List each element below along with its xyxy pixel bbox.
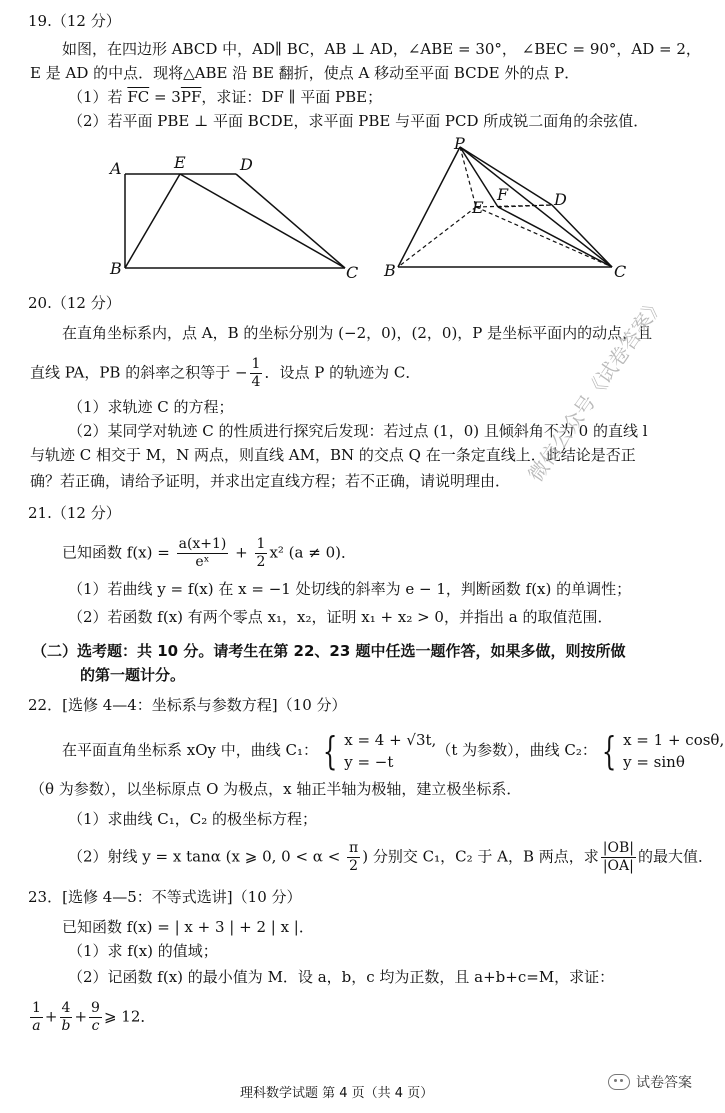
q21-part1: （1）若曲线 y = f(x) 在 x = −1 处切线的斜率为 e − 1，判断函数 f(x) 的单调性；	[68, 580, 632, 598]
wechat-icon	[608, 1074, 630, 1090]
q20-line2	[30, 356, 420, 391]
segment-eb	[125, 174, 180, 268]
q22-number: 22．[选修 4—4：坐标系与参数方程]（10 分）	[28, 696, 347, 714]
q21-func-plus: +	[230, 543, 253, 562]
q21-half-den: 2	[256, 554, 266, 570]
q20-part2-line3: 确？若正确，请给予证明，并求出定直线方程；若不正确，请说明理由．	[30, 472, 511, 490]
q21-part2: （2）若函数 f(x) 有两个零点 x₁，x₂，证明 x₁ + x₂ > 0，并指出 a 的取值范围．	[68, 608, 613, 626]
fig1-label-e: E	[174, 153, 186, 172]
watermark: 微信公众号《试卷答案》	[523, 292, 670, 487]
q23-frac-1a	[30, 1000, 43, 1035]
q21-func-a: 已知函数 f(x) =	[62, 543, 175, 562]
q21-fraction-main	[177, 536, 229, 571]
fig1-label-c: C	[346, 263, 359, 282]
q20-line2-a: 直线 PA，PB 的斜率之积等于 −	[30, 363, 248, 382]
segment-dc	[236, 174, 345, 268]
q22-line2: （θ 为参数），以坐标原点 O 为极点，x 轴正半轴为极轴，建立极坐标系．	[30, 780, 522, 798]
segment-fc	[498, 207, 612, 267]
q22-c1-brace: {	[322, 729, 338, 773]
q20-frac-den: 4	[251, 374, 261, 390]
q23-frac-4b-num: 4	[60, 1000, 73, 1018]
q21-fraction-half	[255, 536, 268, 571]
fig1-label-a: A	[110, 159, 122, 178]
page-footer: 理科数学试题 第 4 页（共 4 页）	[240, 1086, 434, 1101]
q23-frac-9c	[89, 1000, 102, 1035]
q19-part1-mid: = 3	[149, 88, 181, 106]
q20-part2-line2: 与轨迹 C 相交于 M，N 两点，则直线 AM，BN 的交点 Q 在一条定直线上．此结论是否正	[30, 446, 636, 464]
q19-part1-a: （1）若	[68, 88, 128, 106]
q22-c1-system	[344, 729, 436, 773]
q21-func-b: x² (a ≠ 0)．	[269, 543, 356, 562]
q22-c1-eq1: x = 4 + √3t,	[344, 731, 437, 749]
q22-ratio-num: |OB|	[602, 840, 634, 856]
q21-number: 21.（12 分）	[28, 504, 121, 522]
q22-line1-b: （t 为参数），曲线 C₂：	[436, 741, 597, 759]
fig2-label-p: P	[454, 135, 465, 153]
q22-c2-eq1: x = 1 + cosθ,	[623, 731, 725, 749]
q23-frac-9c-num: 9	[91, 1000, 100, 1016]
q20-fraction-quarter	[250, 356, 263, 391]
q22-part2-c: 的最大值．	[637, 847, 713, 866]
q23-number: 23．[选修 4—5：不等式选讲]（10 分）	[28, 888, 302, 906]
q23-frac-4b	[60, 1000, 73, 1035]
q19-number: 19.（12 分）	[28, 12, 121, 30]
q22-c2-system	[623, 729, 724, 773]
q23-frac-9c-den: c	[91, 1018, 100, 1034]
q23-ineq-tail: ⩾ 12．	[103, 1007, 156, 1026]
elective-notice-line2: 的第一题计分。	[80, 666, 186, 684]
segment-eb-hidden	[398, 207, 476, 267]
q19-stem-line1: 如图，在四边形 ABCD 中，AD∥ BC，AB ⊥ AD，∠ABE = 30°， ∠BEC = 90°，AD = 2，	[62, 40, 701, 58]
fig2-label-c: C	[614, 262, 627, 281]
q21-function	[62, 536, 356, 571]
fig2-label-d: D	[554, 190, 567, 209]
q20-number: 20.（12 分）	[28, 294, 121, 312]
q21-frac-num: a(x+1)	[178, 536, 227, 552]
q22-fraction-pi	[347, 840, 360, 875]
q22-c2-eq2: y = sinθ	[623, 753, 685, 771]
q21-half-num: 1	[256, 536, 266, 552]
segment-ec-hidden	[476, 207, 612, 267]
q22-pi-den: 2	[349, 858, 359, 874]
q19-stem-line2: E 是 AD 的中点．现将△ABE 沿 BE 翻折，使点 A 移动至平面 BCDE 外的点 P．	[30, 64, 580, 82]
q20-line1: 在直角坐标系内，点 A，B 的坐标分别为 (−2，0)，(2，0)，P 是坐标平面内的动点，且	[62, 324, 653, 342]
q22-part2-a: （2）射线 y = x tanα (x ⩾ 0, 0 < α <	[68, 847, 346, 866]
q20-part1: （1）求轨迹 C 的方程；	[68, 398, 234, 416]
q23-part1: （1）求 f(x) 的值域；	[68, 942, 218, 960]
q22-c2-brace: {	[601, 729, 617, 773]
q20-part2-line1: （2）某同学对轨迹 C 的性质进行探究后发现：若过点 (1，0) 且倾斜角不为 0 的直线 l	[68, 422, 648, 440]
segment-ec	[180, 174, 345, 268]
segment-pb	[398, 147, 460, 267]
q22-fraction-ratio	[601, 840, 636, 875]
q21-frac-den: eˣ	[195, 554, 210, 570]
q22-line1	[62, 724, 724, 776]
q23-frac-4b-den: b	[61, 1018, 71, 1034]
q22-part2	[68, 840, 713, 875]
brand-mark	[608, 1072, 692, 1092]
q19-vector-fc: $\overline{FC}$	[127, 88, 150, 106]
q19-part1-b: ，求证：DF ∥ 平面 PBE；	[201, 88, 383, 106]
fig1-label-d: D	[240, 155, 253, 174]
q20-line2-b: ．设点 P 的轨迹为 C．	[264, 363, 421, 382]
q19-part2: （2）若平面 PBE ⊥ 平面 BCDE，求平面 PBE 与平面 PCD 所成锐二面角的余弦值．	[68, 112, 649, 130]
q23-line1: 已知函数 f(x) = | x + 3 | + 2 | x |．	[62, 918, 314, 936]
q20-frac-num: 1	[251, 356, 261, 372]
fig2-label-f: F	[497, 185, 509, 204]
q19-figure-planar	[100, 150, 370, 285]
fig2-label-b: B	[384, 261, 396, 280]
q22-ratio-den: |OA|	[602, 858, 634, 874]
q22-pi-num: π	[349, 840, 359, 856]
q19-vector-pf: $\overline{PF}$	[180, 88, 202, 106]
segment-dc-solid	[552, 205, 612, 267]
fig2-label-e: E	[472, 198, 484, 217]
q19-figure-solid	[380, 135, 640, 285]
fig1-label-b: B	[110, 259, 122, 278]
elective-notice-line1: （二）选考题：共 10 分。请考生在第 22、23 题中任选一题作答，如果多做，则按所做	[32, 642, 626, 660]
q22-part2-b: ) 分别交 C₁，C₂ 于 A，B 两点，求	[362, 847, 599, 866]
q23-part2: （2）记函数 f(x) 的最小值为 M．设 a，b，c 均为正数，且 a+b+c=M，求证：	[68, 968, 615, 986]
q23-frac-1a-den: a	[32, 1018, 41, 1034]
q23-inequality: $\frac{1}{a}$ + $\frac{4}{b}$ + $\frac{9}{c}$ ⩾ 12．	[32, 1000, 156, 1034]
q22-part1: （1）求曲线 C₁，C₂ 的极坐标方程；	[68, 810, 318, 828]
brand-label: 试卷答案	[636, 1075, 692, 1091]
q19-part1	[68, 86, 382, 108]
q22-line1-a: 在平面直角坐标系 xOy 中，曲线 C₁：	[62, 741, 319, 759]
q23-frac-1a-num: 1	[32, 1000, 41, 1016]
q22-c1-eq2: y = −t	[344, 753, 394, 771]
